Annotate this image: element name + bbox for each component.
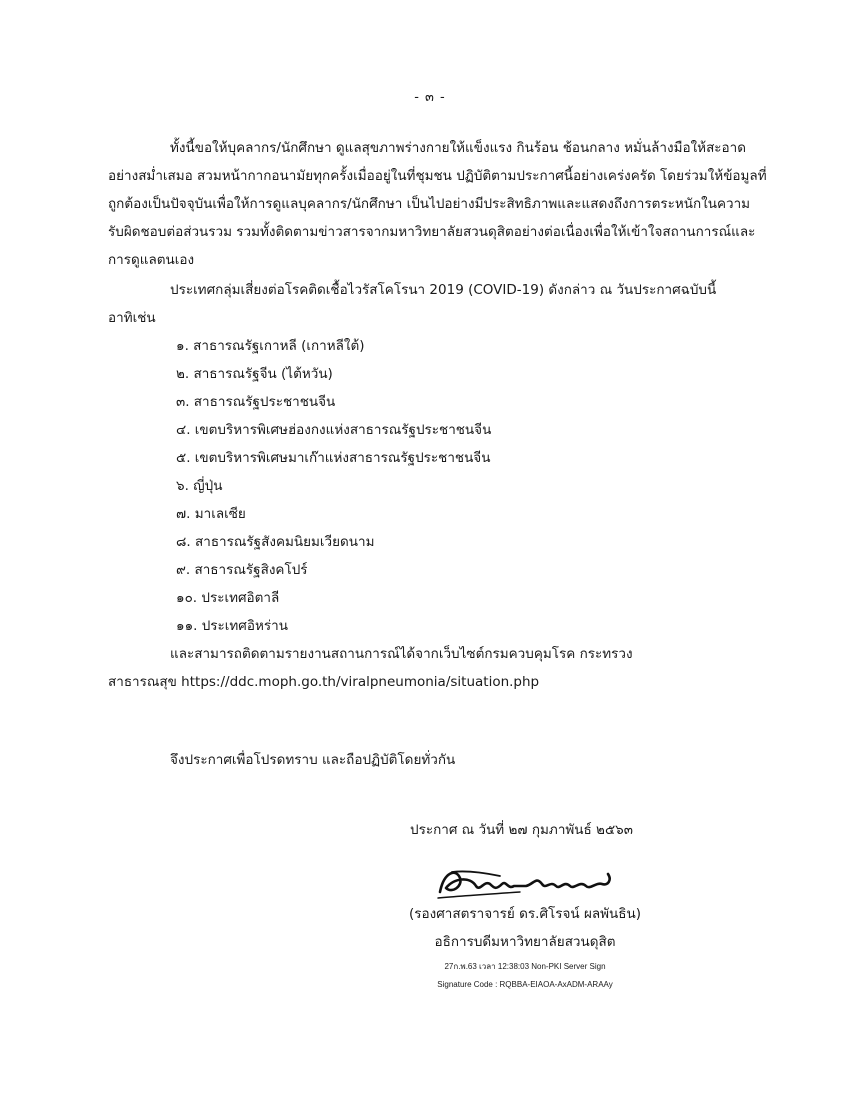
list-item: ๖. ญี่ปุ่น [176,478,223,494]
paragraph-line: อาทิเช่น [108,310,156,326]
paragraph-instructions [108,134,768,274]
signer-name: (รองศาสตราจารย์ ดร.ศิโรจน์ ผลพันธิน) [408,906,641,922]
paragraph-line: ถูกต้องเป็นปัจจุบันเพื่อให้การดูแลบุคลากร/นักศึกษา เป็นไปอย่างมีประสิทธิภาพและแสดงถึงการตระหนักในความ [108,196,751,212]
list-item: ๓. สาธารณรัฐประชาชนจีน [176,394,336,410]
page-number: - ๓ - [414,90,446,105]
paragraph-line-with-url: สาธารณสุข https://ddc.moph.go.th/viralpneumonia/situation.php [108,674,540,690]
announcement-date: ประกาศ ณ วันที่ ๒๗ กุมภาพันธ์ ๒๕๖๓ [410,822,633,838]
list-item: ๙. สาธารณรัฐสิงคโปร์ [176,562,308,578]
electronic-signature-stamp [0,958,860,994]
paragraph-line: และสามารถติดตามรายงานสถานการณ์ได้จากเว็บไซต์กรมควบคุมโรค กระทรวง [170,646,633,662]
paragraph-line: การดูแลตนเอง [108,252,195,268]
esign-signature-code: Signature Code : RQBBA-EIAOA-AxADM-ARAAy [437,980,613,989]
paragraph-risk-countries-intro [108,276,768,332]
signer-title: อธิการบดีมหาวิทยาลัยสวนดุสิต [434,934,616,950]
paragraph-line: ทั้งนี้ขอให้บุคลากร/นักศึกษา ดูแลสุขภาพร่างกายให้แข็งแรง กินร้อน ช้อนกลาง หมั่นล้างมือให้สะอาด [170,140,747,156]
paragraph-line: อย่างสม่ำเสมอ สวมหน้ากากอนามัยทุกครั้งเมื่ออยู่ในที่ชุมชน ปฏิบัติตามประกาศนี้อย่างเคร่งครัด โดยร่วมให้ข้อมูลที่ [108,168,767,184]
list-item: ๒. สาธารณรัฐจีน (ไต้หวัน) [176,366,333,382]
list-item: ๘. สาธารณรัฐสังคมนิยมเวียดนาม [176,534,375,550]
announcement-closing: จึงประกาศเพื่อโปรดทราบ และถือปฏิบัติโดยทั่วกัน [170,752,456,768]
paragraph-followup-source [108,640,768,696]
list-item: ๑. สาธารณรัฐเกาหลี (เกาหลีใต้) [176,338,365,354]
list-item: ๗. มาเลเซีย [176,506,246,522]
list-item: ๑๑. ประเทศอิหร่าน [176,618,288,634]
list-item: ๔. เขตบริหารพิเศษฮ่องกงแห่งสาธารณรัฐประชาชนจีน [176,422,492,438]
esign-timestamp: 27ก.พ.63 เวลา 12:38:03 Non-PKI Server Sign [444,962,606,971]
risk-country-list [176,332,491,640]
paragraph-line: รับผิดชอบต่อส่วนรวม รวมทั้งติดตามข่าวสารจากมหาวิทยาลัยสวนดุสิตอย่างต่อเนื่องเพื่อให้เข้าใจสถานการณ์และ [108,224,756,240]
list-item: ๕. เขตบริหารพิเศษมาเก๊าแห่งสาธารณรัฐประชาชนจีน [176,450,491,466]
paragraph-line: ประเทศกลุ่มเสี่ยงต่อโรคติดเชื้อไวรัสโคโรนา 2019 (COVID-19) ดังกล่าว ณ วันประกาศฉบับนี้ [170,282,717,298]
list-item: ๑๐. ประเทศอิตาลี [176,590,280,606]
